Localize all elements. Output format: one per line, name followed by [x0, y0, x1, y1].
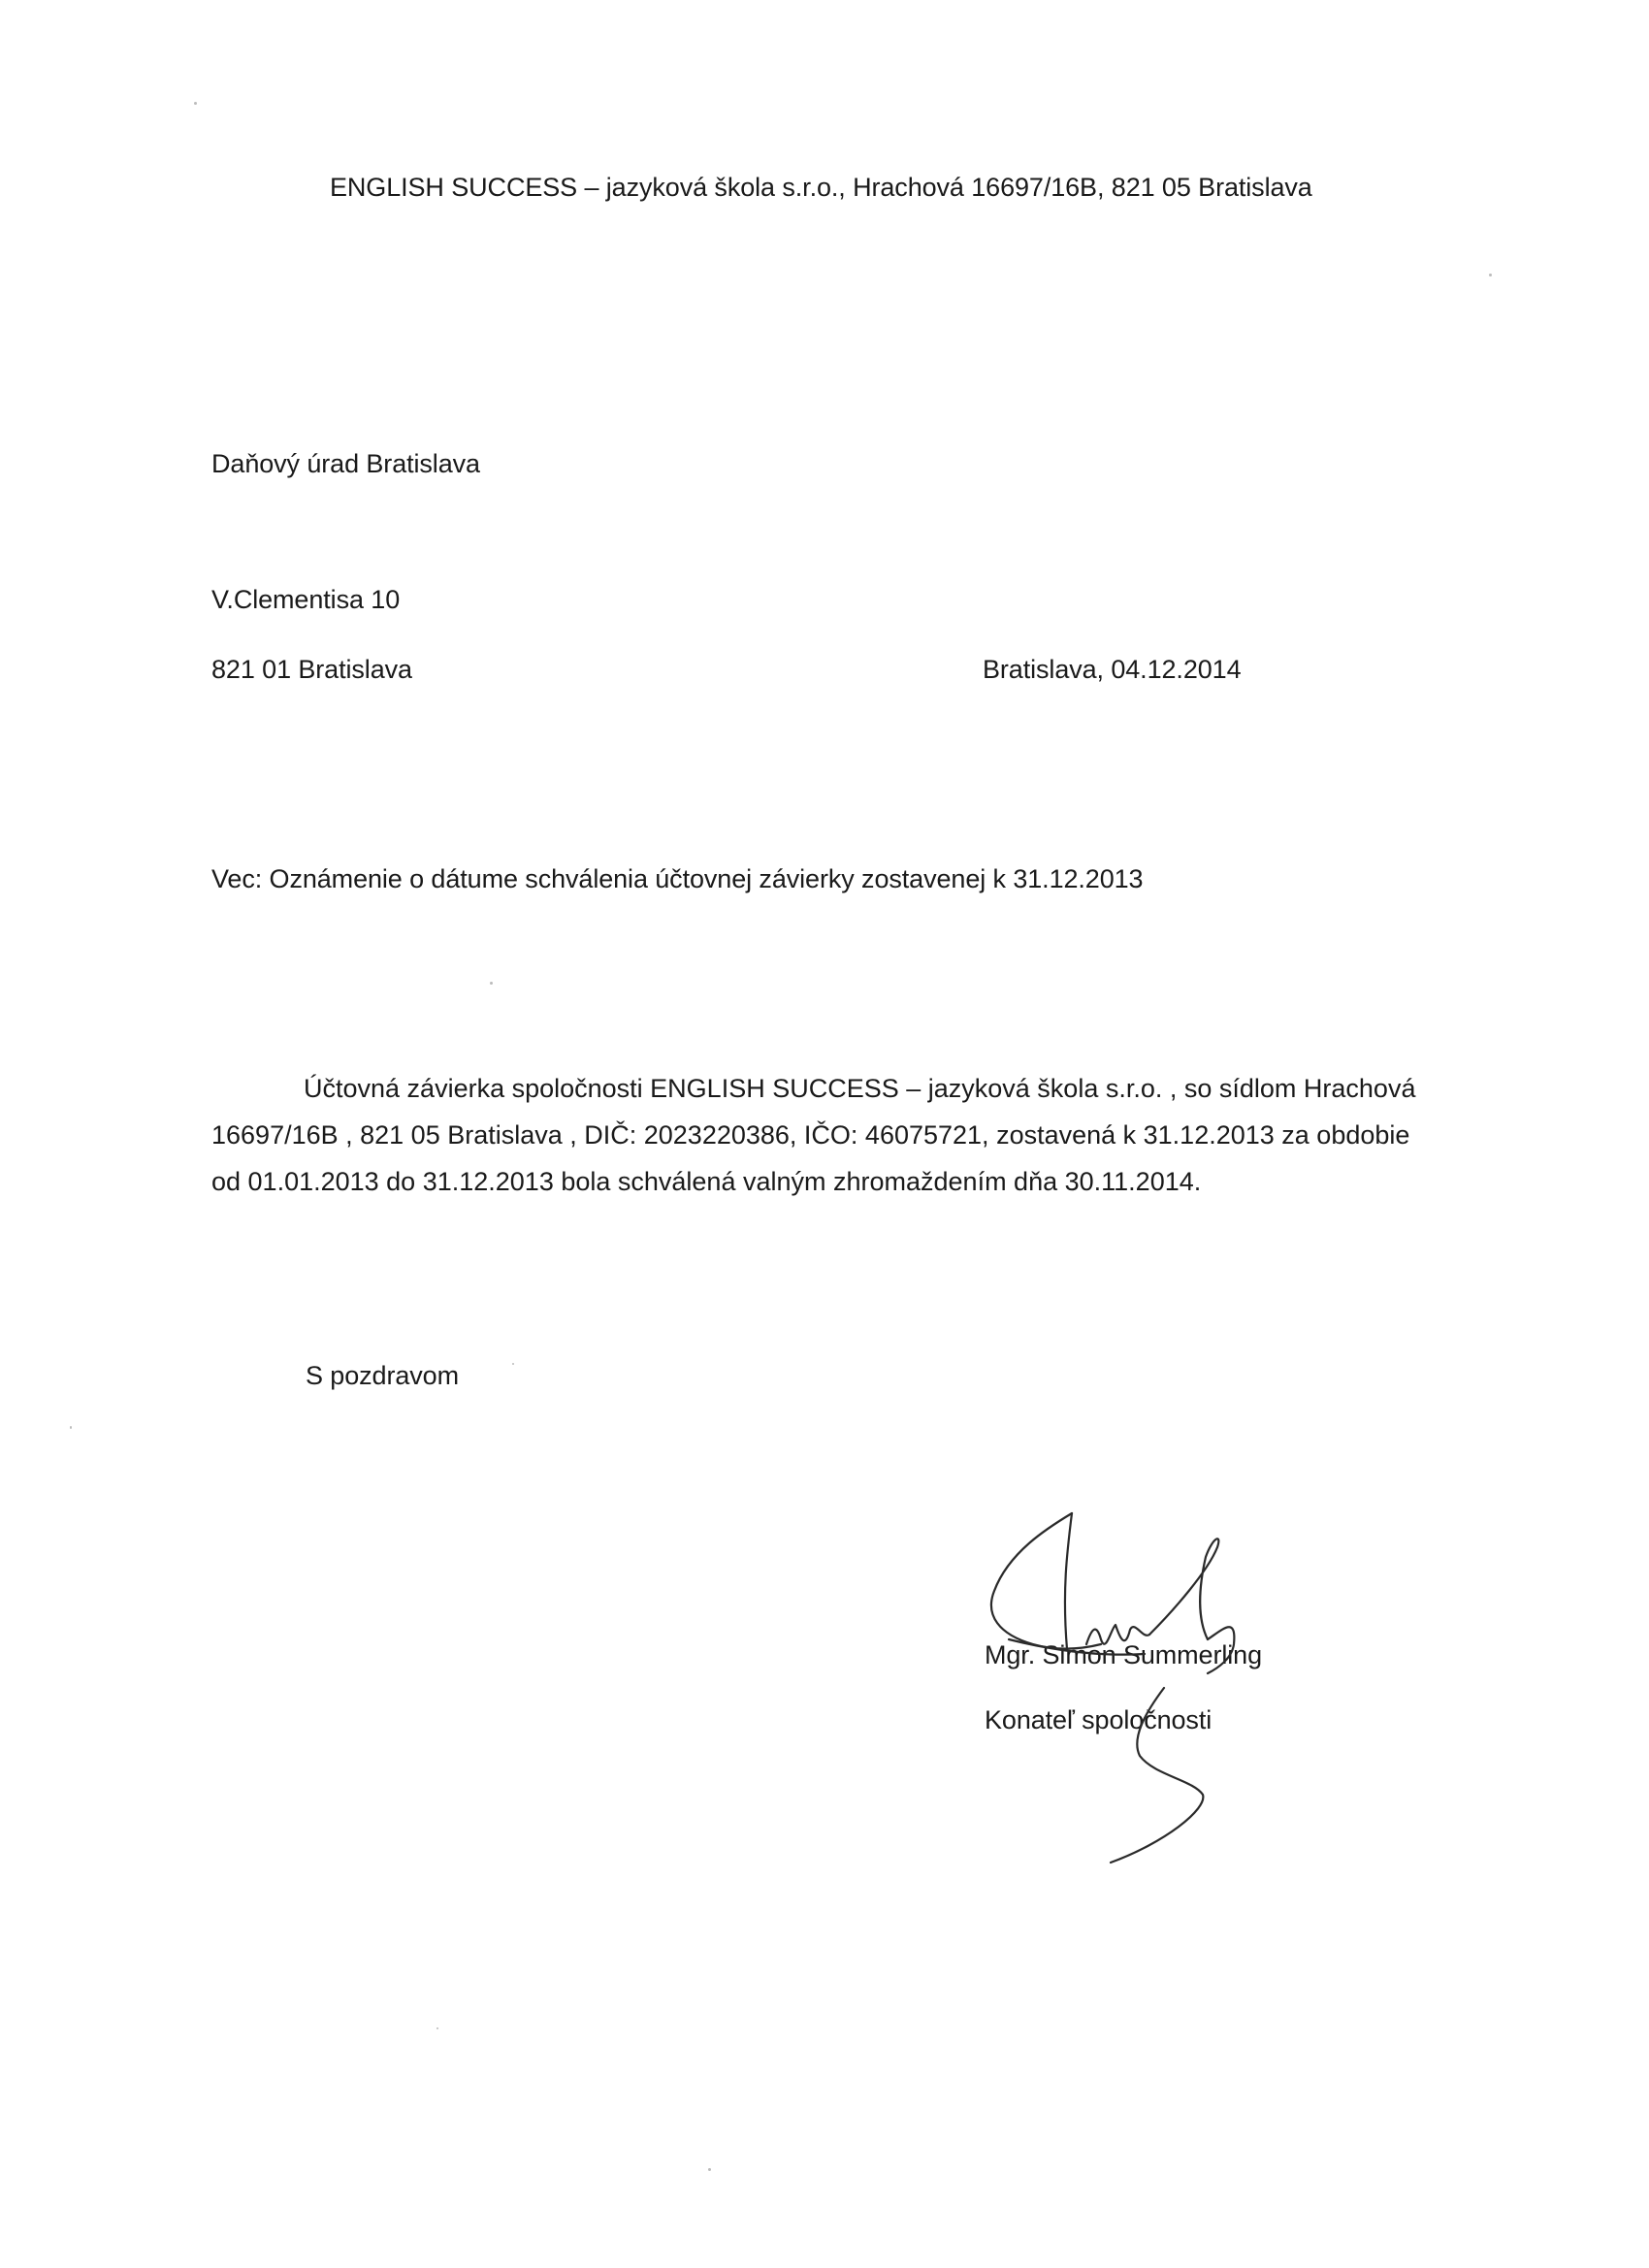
scan-speck: [490, 982, 493, 985]
body-line: 16697/16B , 821 05 Bratislava , DIČ: 2023220386, IČO: 46075721, zostavená k 31.12.2013 za obdobie: [211, 1120, 1410, 1150]
scan-speck: [70, 1426, 72, 1429]
scan-speck: [1489, 274, 1492, 276]
recipient-name: Daňový úrad Bratislava: [211, 449, 480, 478]
body-paragraph: [211, 1065, 1463, 1205]
letterhead: ENGLISH SUCCESS – jazyková škola s.r.o., Hrachová 16697/16B, 821 05 Bratislava: [330, 173, 1312, 202]
scan-speck: [436, 2027, 438, 2029]
signatory-role: Konateľ spoločnosti: [985, 1705, 1212, 1734]
scan-speck: [194, 102, 197, 105]
body-line: Účtovná závierka spoločnosti ENGLISH SUCCESS – jazyková škola s.r.o. , so sídlom Hrachová: [304, 1074, 1416, 1103]
scan-speck: [708, 2168, 711, 2171]
body-line: od 01.01.2013 do 31.12.2013 bola schválená valným zhromaždením dňa 30.11.2014.: [211, 1167, 1202, 1196]
recipient-city: 821 01 Bratislava: [211, 655, 412, 684]
letter-date: Bratislava, 04.12.2014: [983, 655, 1242, 684]
signatory-name: Mgr. Simon Summerling: [985, 1640, 1262, 1669]
scan-speck: [512, 1363, 514, 1365]
subject-line: Vec: Oznámenie o dátume schválenia účtovnej závierky zostavenej k 31.12.2013: [211, 864, 1144, 893]
recipient-street: V.Clementisa 10: [211, 585, 401, 614]
closing-greeting: S pozdravom: [306, 1361, 459, 1390]
